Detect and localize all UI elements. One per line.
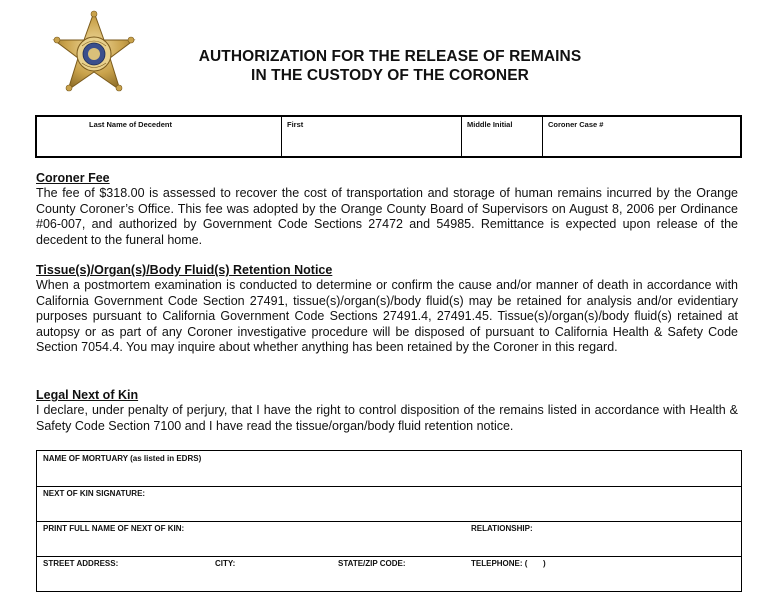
title-line-1: AUTHORIZATION FOR THE RELEASE OF REMAINS <box>198 48 582 65</box>
city-label: CITY: <box>215 559 236 568</box>
signature-label: NEXT OF KIN SIGNATURE: <box>43 489 146 498</box>
print-name-label: PRINT FULL NAME OF NEXT OF KIN: <box>43 524 185 533</box>
coroner-case-field[interactable] <box>543 117 740 156</box>
next-of-kin-section <box>36 388 738 434</box>
mortuary-field[interactable] <box>37 451 741 487</box>
next-of-kin-form <box>36 450 742 592</box>
first-name-field[interactable] <box>282 117 462 156</box>
signature-field[interactable] <box>37 486 741 522</box>
coroner-case-label: Coroner Case # <box>548 120 604 129</box>
telephone-label: TELEPHONE: ( ) <box>471 559 546 568</box>
next-of-kin-heading: Legal Next of Kin <box>36 388 139 402</box>
middle-initial-field[interactable] <box>462 117 543 156</box>
document-title <box>150 47 630 85</box>
address-row[interactable] <box>37 556 741 591</box>
coroner-fee-text: The fee of $318.00 is assessed to recover the cost of transportation and storage of human remains incurred by the Orange County Coroner’s Office. This fee was adopted by the Orange County Board of Supervisors on August 8, 2006 per Ordinance #06-007, and authorized by Government Code Sections 27472 and 54985. Remittance is expected upon release of the decedent to the funeral home. <box>36 186 738 247</box>
last-name-field[interactable] <box>37 117 282 156</box>
relationship-label: RELATIONSHIP: <box>471 524 533 533</box>
first-name-label: First <box>287 120 304 129</box>
decedent-info-table <box>35 115 742 158</box>
retention-notice-text: When a postmortem examination is conducted to determine or confirm the cause and/or manner of death in accordance with California Government Code Section 27491, tissue(s)/organ(s)/body fluid(s) may be retained for analysis and/or evidentiary purposes pursuant to California Government Code Sections 27491.4, 27491.45. Tissue(s)/organ(s)/body fluid(s) retained at autopsy or as part of any Coroner investigative procedure will be disposed of pursuant to California Health & Safety Code Section 7054.4. You may inquire about whether anything has been retained by the Coroner in this regard. <box>36 278 738 355</box>
state-zip-label: STATE/ZIP CODE: <box>338 559 406 568</box>
coroner-fee-section <box>36 171 738 248</box>
sheriff-badge-icon <box>52 10 136 106</box>
title-line-2: IN THE CUSTODY OF THE CORONER <box>251 67 529 84</box>
next-of-kin-text: I declare, under penalty of perjury, that I have the right to control disposition of the remains listed in accordance with Health & Safety Code Section 7100 and I have read the tissue/organ/body fluid retention notice. <box>36 403 738 433</box>
last-name-label: Last Name of Decedent <box>89 120 172 129</box>
mortuary-label: NAME OF MORTUARY (as listed in EDRS) <box>43 454 202 463</box>
retention-notice-section <box>36 263 738 356</box>
print-name-row[interactable] <box>37 521 741 557</box>
middle-initial-label: Middle Initial <box>467 120 513 129</box>
street-address-label: STREET ADDRESS: <box>43 559 119 568</box>
retention-notice-heading: Tissue(s)/Organ(s)/Body Fluid(s) Retention Notice <box>36 263 333 277</box>
coroner-fee-heading: Coroner Fee <box>36 171 110 185</box>
